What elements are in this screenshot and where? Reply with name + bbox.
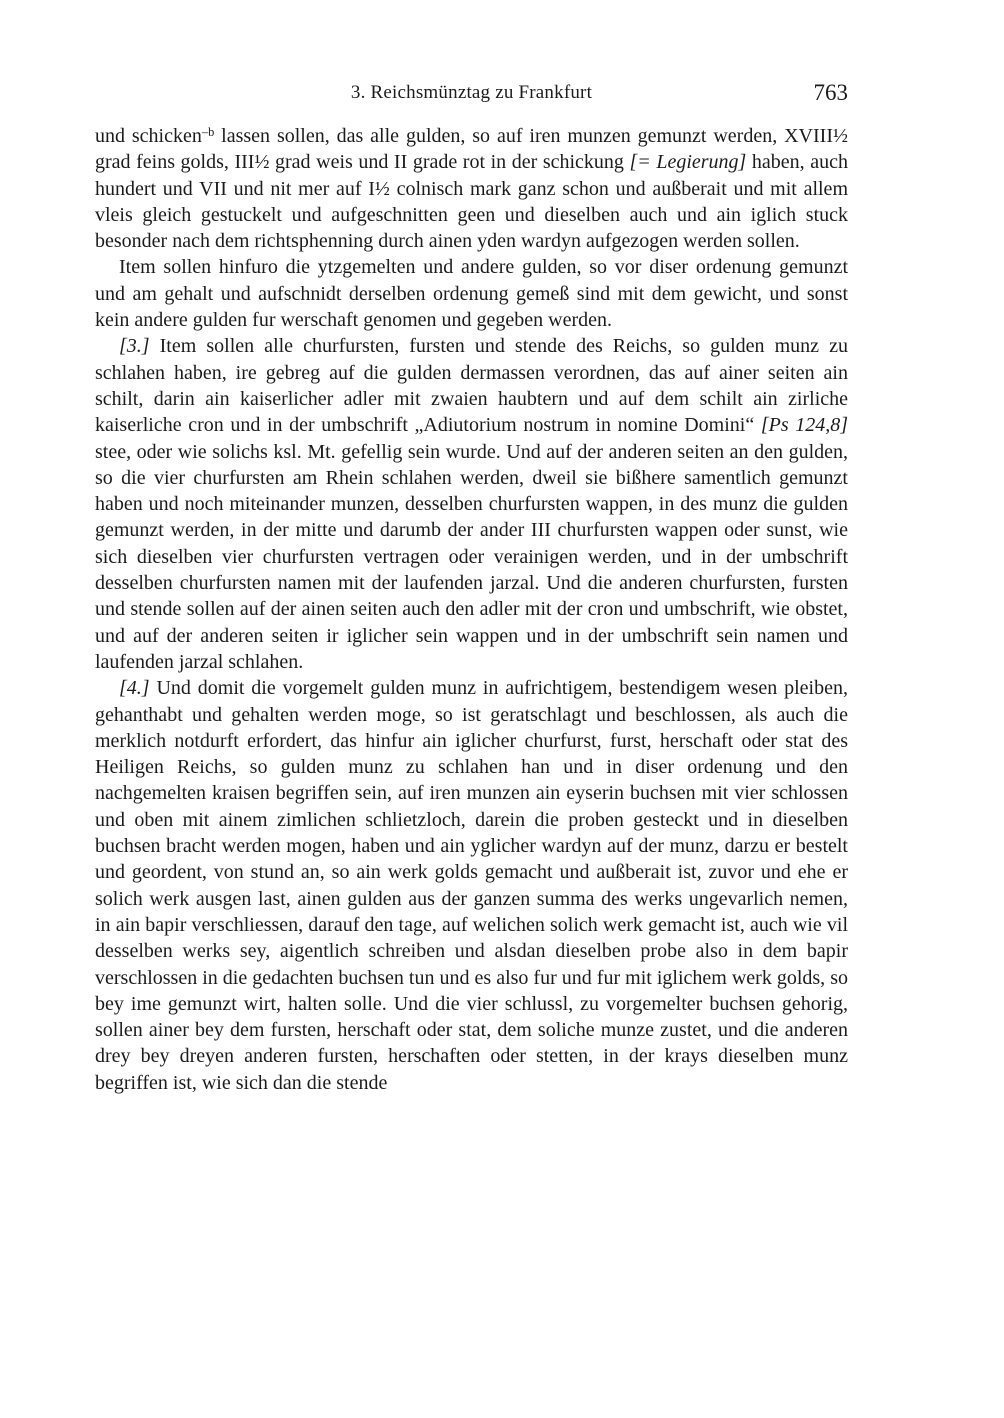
paragraph xyxy=(95,123,848,254)
editorial-note: [4.] xyxy=(119,677,150,700)
text-run: stee, oder wie solichs ksl. Mt. gefellig sein wurde. Und auf der anderen seiten an den gulden, so die vier churfursten am Rhein schlahen werden, dweil sie bißhere samentlich gemunzt haben und noch miteinander munzen, desselben churfursten wappen, in des munz die gulden gemunzt werden, in der mitte und darumb der ander III churfursten wappen oder sunst, wie sich dieselben vier churfursten vertragen oder verainigen werden, und in der umbschrift desselben churfursten namen mit der laufenden jarzal. Und die anderen churfursten, fursten und stende sollen auf der ainen seiten auch den adler mit der cron und umbschrift, wie obstet, und auf der anderen seiten ir iglicher sein wappen und in der umbschrift sein namen und laufenden jarzal schlahen. xyxy=(95,440,848,673)
running-head xyxy=(95,78,848,106)
page-number: 763 xyxy=(813,80,848,105)
running-head-title: 3. Reichsmünztag zu Frankfurt xyxy=(350,82,593,103)
editorial-note: [= Legierung] xyxy=(629,151,747,174)
paragraph xyxy=(95,333,848,675)
text-run: und schicken xyxy=(95,125,202,147)
apparatus-note-marker: –b xyxy=(201,125,215,140)
text-run: lassen sollen, das alle gulden, so auf iren munzen gemunzt werden, XVIII½ grad feins golds, III½ grad weis und II grade rot in der schickung xyxy=(95,125,848,174)
text-run: Und domit die vorgemelt gulden munz in aufrichtigem, bestendigem wesen pleiben, gehanthabt und gehalten werden moge, so ist geratschlagt und beschlossen, als auch die merklich notdurft erfordert, das hinfur ain iglicher churfurst, furst, herschaft oder stat des Heiligen Reichs, so gulden munz zu schlahen han und in diser ordenung und den nachgemelten kraisen begriffen sein, auf iren munzen ain eyserin buchsen mit vier schlossen und oben mit ainem zimlichen schlietzloch, darein die proben gesteckt und in dieselben buchsen bracht werden mogen, haben und ain yglicher wardyn auf der munz, darzu er bestelt und geordent, von stund an, so ain werk golds gemacht und außberait ist, zuvor und ehe er solich werk ausgen last, ainen gulden aus der ganzen summa des werks ungevarlich nemen, in ain bapir verschliessen, darauf den tage, auf welichen solich werk gemacht ist, auch wie vil desselben werks sey, aigentlich schreiben und alsdan dieselben probe also in dem bapir verschlossen in die gedachten buchsen tun und es also fur und fur mit iglichem werk golds, so bey ime gemunzt wirt, halten solle. Und die vier schlussl, zu vorgemelter buchsen gehorig, sollen ainer bey dem fursten, herschaft oder stat, dem soliche munze zustet, und die anderen drey bey dreyen anderen fursten, herschaften oder stetten, in der krays dieselben munz begriffen ist, wie sich dan die stende xyxy=(95,677,848,1094)
editorial-note: [Ps 124,8] xyxy=(760,414,848,437)
text-block xyxy=(95,0,848,1096)
text-run: haben, auch hundert und VII und nit mer auf I½ colnisch mark ganz schon und außberait und mit allem vleis gleich gestuckelt und aufgeschnitten geen und dieselben auch und ain iglich stuck besonder nach dem richtsphenning durch ainen yden wardyn aufgezogen werden sollen. xyxy=(95,151,848,253)
body-text xyxy=(95,123,848,1096)
text-run: Item sollen alle churfursten, fursten und stende des Reichs, so gulden munz zu schlahen haben, ire gebreg auf die gulden dermassen verordnen, das auf ainer seiten ain schilt, darin ain kaiserlicher adler mit zwaien haubtern und auf dem schilt ain zirliche kaiserliche cron und in der umbschrift „Adiutorium nostrum in nomine Domini“ xyxy=(95,335,848,437)
editorial-note: [3.] xyxy=(119,335,150,358)
paragraph xyxy=(95,254,848,333)
text-run: Item sollen hinfuro die ytzgemelten und andere gulden, so vor diser ordenung gemunzt und am gehalt und aufschnidt derselben ordenung gemeß sind mit dem gewicht, und sonst kein andere gulden fur werschaft genomen und gegeben werden. xyxy=(95,256,848,332)
paragraph xyxy=(95,675,848,1096)
